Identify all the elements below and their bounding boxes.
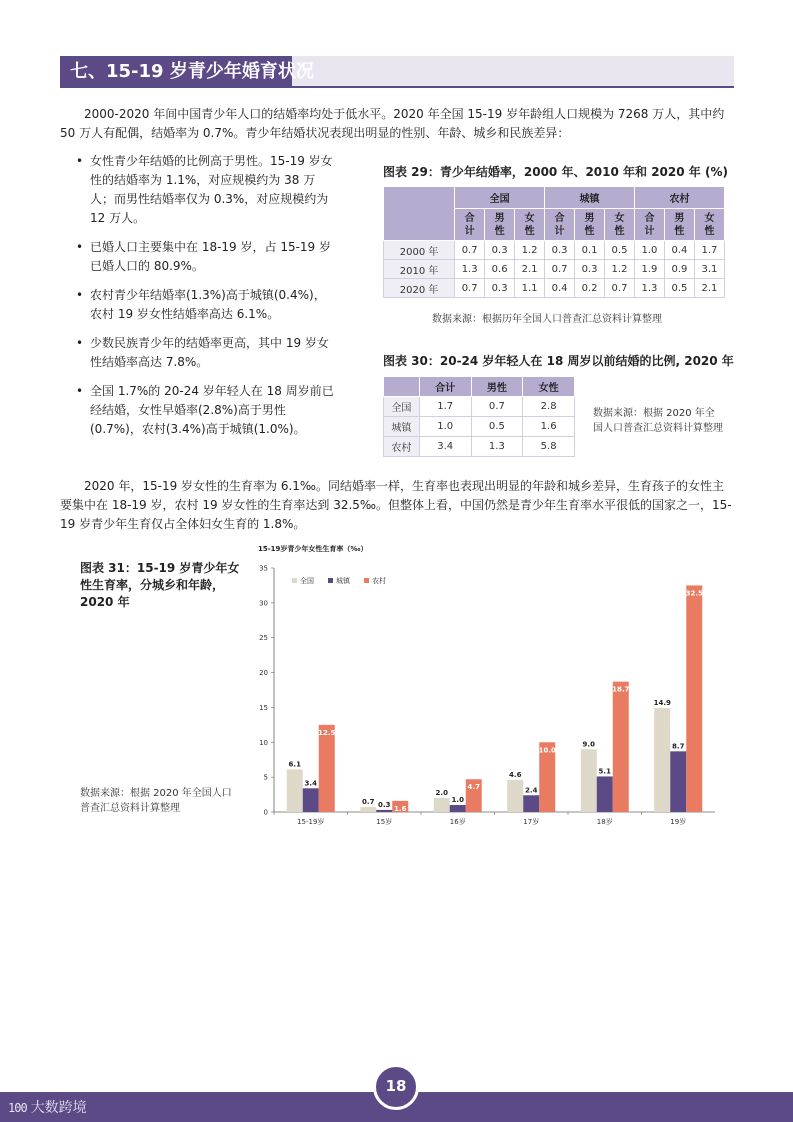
table30-cell: 1.3	[471, 437, 523, 457]
brand-logo	[8, 1097, 87, 1117]
bar	[303, 788, 319, 812]
y-tick-label: 5	[263, 773, 268, 782]
table30-cell: 1.7	[419, 397, 471, 417]
table30-header: 合计	[419, 377, 471, 397]
table29-cell: 0.6	[485, 260, 515, 279]
table29-cell: 0.3	[485, 241, 515, 260]
bar	[597, 776, 613, 812]
x-tick-label: 15岁	[376, 818, 393, 826]
table30-header: 女性	[523, 377, 575, 397]
data-label: 3.4	[304, 779, 317, 788]
table29-group: 城镇	[545, 187, 635, 209]
table29-subheader: 合 计	[545, 209, 575, 241]
data-label: 2.4	[525, 786, 538, 795]
data-label: 10.0	[538, 746, 556, 755]
table29-subheader: 男 性	[664, 209, 694, 241]
legend-label: 城镇	[336, 577, 350, 585]
data-label: 5.1	[598, 767, 611, 776]
finding-text: 少数民族青少年的结婚率更高，其中 19 岁女性结婚率高达 7.8%。	[90, 336, 329, 369]
bar	[523, 795, 539, 812]
bullet-dot-icon: •	[76, 154, 84, 168]
chart31-source: 数据来源：根据 2020 年全国人口普查汇总资料计算整理	[80, 788, 232, 814]
table29-cell: 0.7	[605, 279, 635, 298]
table30	[383, 376, 575, 457]
finding-text: 全国 1.7%的 20-24 岁年轻人在 18 周岁前已经结婚，女性早婚率(2.8%)高于男性(0.7%)，农村(3.4%)高于城镇(1.0%)。	[90, 384, 334, 436]
table30-cell: 1.6	[523, 417, 575, 437]
table29-cell: 0.9	[664, 260, 694, 279]
table30-corner	[384, 377, 420, 397]
finding-item	[76, 334, 336, 372]
bullet-dot-icon: •	[76, 288, 84, 302]
table30-title: 图表 30：20-24 岁年轻人在 18 周岁以前结婚的比例, 2020 年	[383, 354, 734, 368]
table29-title: 图表 29：青少年结婚率，2000 年、2010 年和 2020 年 (%)	[383, 165, 728, 179]
data-label: 0.3	[378, 800, 391, 809]
table29-cell: 2.1	[694, 279, 724, 298]
fertility-chart	[250, 540, 730, 840]
data-label: 6.1	[288, 760, 301, 769]
table29-row-label: 2000 年	[384, 241, 455, 260]
y-tick-label: 35	[259, 564, 268, 573]
table29-cell: 0.2	[575, 279, 605, 298]
finding-item	[76, 152, 336, 228]
table29-cell: 0.5	[664, 279, 694, 298]
table30-row	[384, 417, 575, 437]
table30-row-label: 城镇	[384, 417, 420, 437]
table29-cell: 1.2	[515, 241, 545, 260]
finding-item	[76, 382, 336, 439]
legend-swatch	[328, 578, 333, 583]
table29-cell: 0.4	[664, 241, 694, 260]
finding-item	[76, 286, 336, 324]
table29-subheader: 女 性	[694, 209, 724, 241]
table29-row	[384, 260, 725, 279]
y-tick-label: 25	[259, 634, 268, 643]
table29-cell: 1.9	[634, 260, 664, 279]
logo-text: 大数跨境	[30, 1100, 87, 1116]
table29-cell: 0.7	[455, 279, 485, 298]
data-label: 1.0	[451, 796, 464, 805]
table29-cell: 2.1	[515, 260, 545, 279]
data-label: 8.7	[672, 742, 685, 751]
table29-cell: 1.2	[605, 260, 635, 279]
table30-cell: 0.5	[471, 417, 523, 437]
table29-group: 全国	[455, 187, 545, 209]
legend-swatch	[292, 578, 297, 583]
legend-swatch	[364, 578, 369, 583]
table29-corner	[384, 187, 455, 241]
bar	[686, 585, 702, 812]
table29-cell: 0.7	[455, 241, 485, 260]
x-tick-label: 17岁	[523, 818, 540, 826]
table30-cell: 5.8	[523, 437, 575, 457]
table30-cell: 0.7	[471, 397, 523, 417]
table29-cell: 1.7	[694, 241, 724, 260]
table29-subheader: 合 计	[634, 209, 664, 241]
bullet-dot-icon: •	[76, 384, 84, 398]
bar	[376, 810, 392, 812]
x-tick-label: 16岁	[449, 818, 466, 826]
y-tick-label: 15	[259, 703, 268, 712]
table30-source: 数据来源：根据 2020 年全国人口普查汇总资料计算整理	[593, 408, 723, 434]
bar	[507, 780, 523, 812]
table29-cell: 0.5	[605, 241, 635, 260]
data-label: 1.6	[394, 804, 407, 813]
y-tick-label: 0	[263, 808, 268, 817]
intro-paragraph: 2000-2020 年间中国青少年人口的结婚率均处于低水平。2020 年全国 15-19 岁年龄组人口规模为 7268 万人，其中约 50 万人有配偶，结婚率为 0.7%。青少年结婚状况表现出明显的性别、年龄、城乡和民族差异：	[60, 107, 725, 140]
table30-cell: 1.0	[419, 417, 471, 437]
chart31-title: 图表 31：15-19 岁青少年女性生育率，分城乡和年龄，2020 年	[80, 561, 240, 609]
x-tick-label: 15-19岁	[297, 818, 325, 826]
table29-cell: 0.3	[545, 241, 575, 260]
table30-row	[384, 437, 575, 457]
bar	[287, 769, 303, 812]
table29-cell: 1.0	[634, 241, 664, 260]
bar	[360, 807, 376, 812]
table29-subheader: 男 性	[575, 209, 605, 241]
data-label: 9.0	[582, 740, 595, 749]
bar	[654, 708, 670, 812]
bar	[613, 682, 629, 812]
table30-cell: 3.4	[419, 437, 471, 457]
table29-cell: 0.4	[545, 279, 575, 298]
table29-group: 农村	[634, 187, 724, 209]
table29-row-label: 2010 年	[384, 260, 455, 279]
section-header	[60, 56, 734, 88]
table29-subheader: 男 性	[485, 209, 515, 241]
findings-list	[76, 152, 336, 449]
table30-row-label: 全国	[384, 397, 420, 417]
table30-cell: 2.8	[523, 397, 575, 417]
bullet-dot-icon: •	[76, 336, 84, 350]
table30-row-label: 农村	[384, 437, 420, 457]
y-tick-label: 10	[259, 738, 268, 747]
table29-cell: 0.7	[545, 260, 575, 279]
data-label: 0.7	[362, 798, 375, 807]
bar	[670, 751, 686, 812]
fertility-paragraph: 2020 年，15-19 岁女性的生育率为 6.1‰。同结婚率一样，生育率也表现出明显的年龄和城乡差异，生育孩子的女性主要集中在 18-19 岁，农村 19 岁女性的生育率达到 32.5‰。但整体上看，中国仍然是青少年生育率水平很低的国家之一，15-19 岁青少年生育仅占全体妇女生育的 1.8%。	[60, 479, 732, 531]
legend-label: 全国	[300, 577, 314, 585]
finding-text: 已婚人口主要集中在 18-19 岁，占 15-19 岁已婚人口的 80.9%。	[90, 240, 331, 273]
section-title: 七、15-19 岁青少年婚育状况	[70, 61, 314, 82]
data-label: 4.7	[467, 783, 480, 792]
table29-subheader: 合 计	[455, 209, 485, 241]
chart-title: 15-19岁青少年女性生育率（‰）	[258, 545, 368, 553]
data-label: 18.7	[612, 685, 630, 694]
data-label: 14.9	[653, 699, 671, 708]
data-label: 4.6	[509, 770, 522, 779]
table29-cell: 0.3	[575, 260, 605, 279]
y-tick-label: 20	[259, 669, 268, 678]
finding-text: 女性青少年结婚的比例高于男性。15-19 岁女性的结婚率为 1.1%，对应规模约为 38 万人；而男性结婚率仅为 0.3%，对应规模约为 12 万人。	[90, 154, 333, 225]
table29-cell: 0.3	[485, 279, 515, 298]
table30-header: 男性	[471, 377, 523, 397]
page-number: 18	[385, 1077, 407, 1095]
finding-text: 农村青少年结婚率(1.3%)高于城镇(0.4%)，农村 19 岁女性结婚率高达 6.1%。	[90, 288, 326, 321]
legend-label: 农村	[372, 577, 386, 585]
data-label: 12.5	[318, 728, 336, 737]
logo-mark-icon: 100	[8, 1101, 27, 1115]
page-number-badge	[373, 1064, 419, 1110]
table29-subheader: 女 性	[515, 209, 545, 241]
table29-row	[384, 279, 725, 298]
table29-subheader: 女 性	[605, 209, 635, 241]
table29-cell: 3.1	[694, 260, 724, 279]
table30-row	[384, 397, 575, 417]
table29-cell: 1.3	[455, 260, 485, 279]
table29-source: 数据来源：根据历年全国人口普查汇总资料计算整理	[432, 314, 662, 325]
bar	[434, 798, 450, 812]
bar	[581, 749, 597, 812]
y-tick-label: 30	[259, 599, 268, 608]
data-label: 32.5	[685, 589, 703, 598]
bar	[319, 725, 335, 812]
table29-row	[384, 241, 725, 260]
x-tick-label: 18岁	[596, 818, 613, 826]
x-tick-label: 19岁	[670, 818, 687, 826]
table29-cell: 0.1	[575, 241, 605, 260]
table29	[383, 186, 725, 298]
bullet-dot-icon: •	[76, 240, 84, 254]
bar	[450, 805, 466, 812]
data-label: 2.0	[435, 789, 448, 798]
table29-cell: 1.1	[515, 279, 545, 298]
finding-item	[76, 238, 336, 276]
table29-cell: 1.3	[634, 279, 664, 298]
table29-row-label: 2020 年	[384, 279, 455, 298]
